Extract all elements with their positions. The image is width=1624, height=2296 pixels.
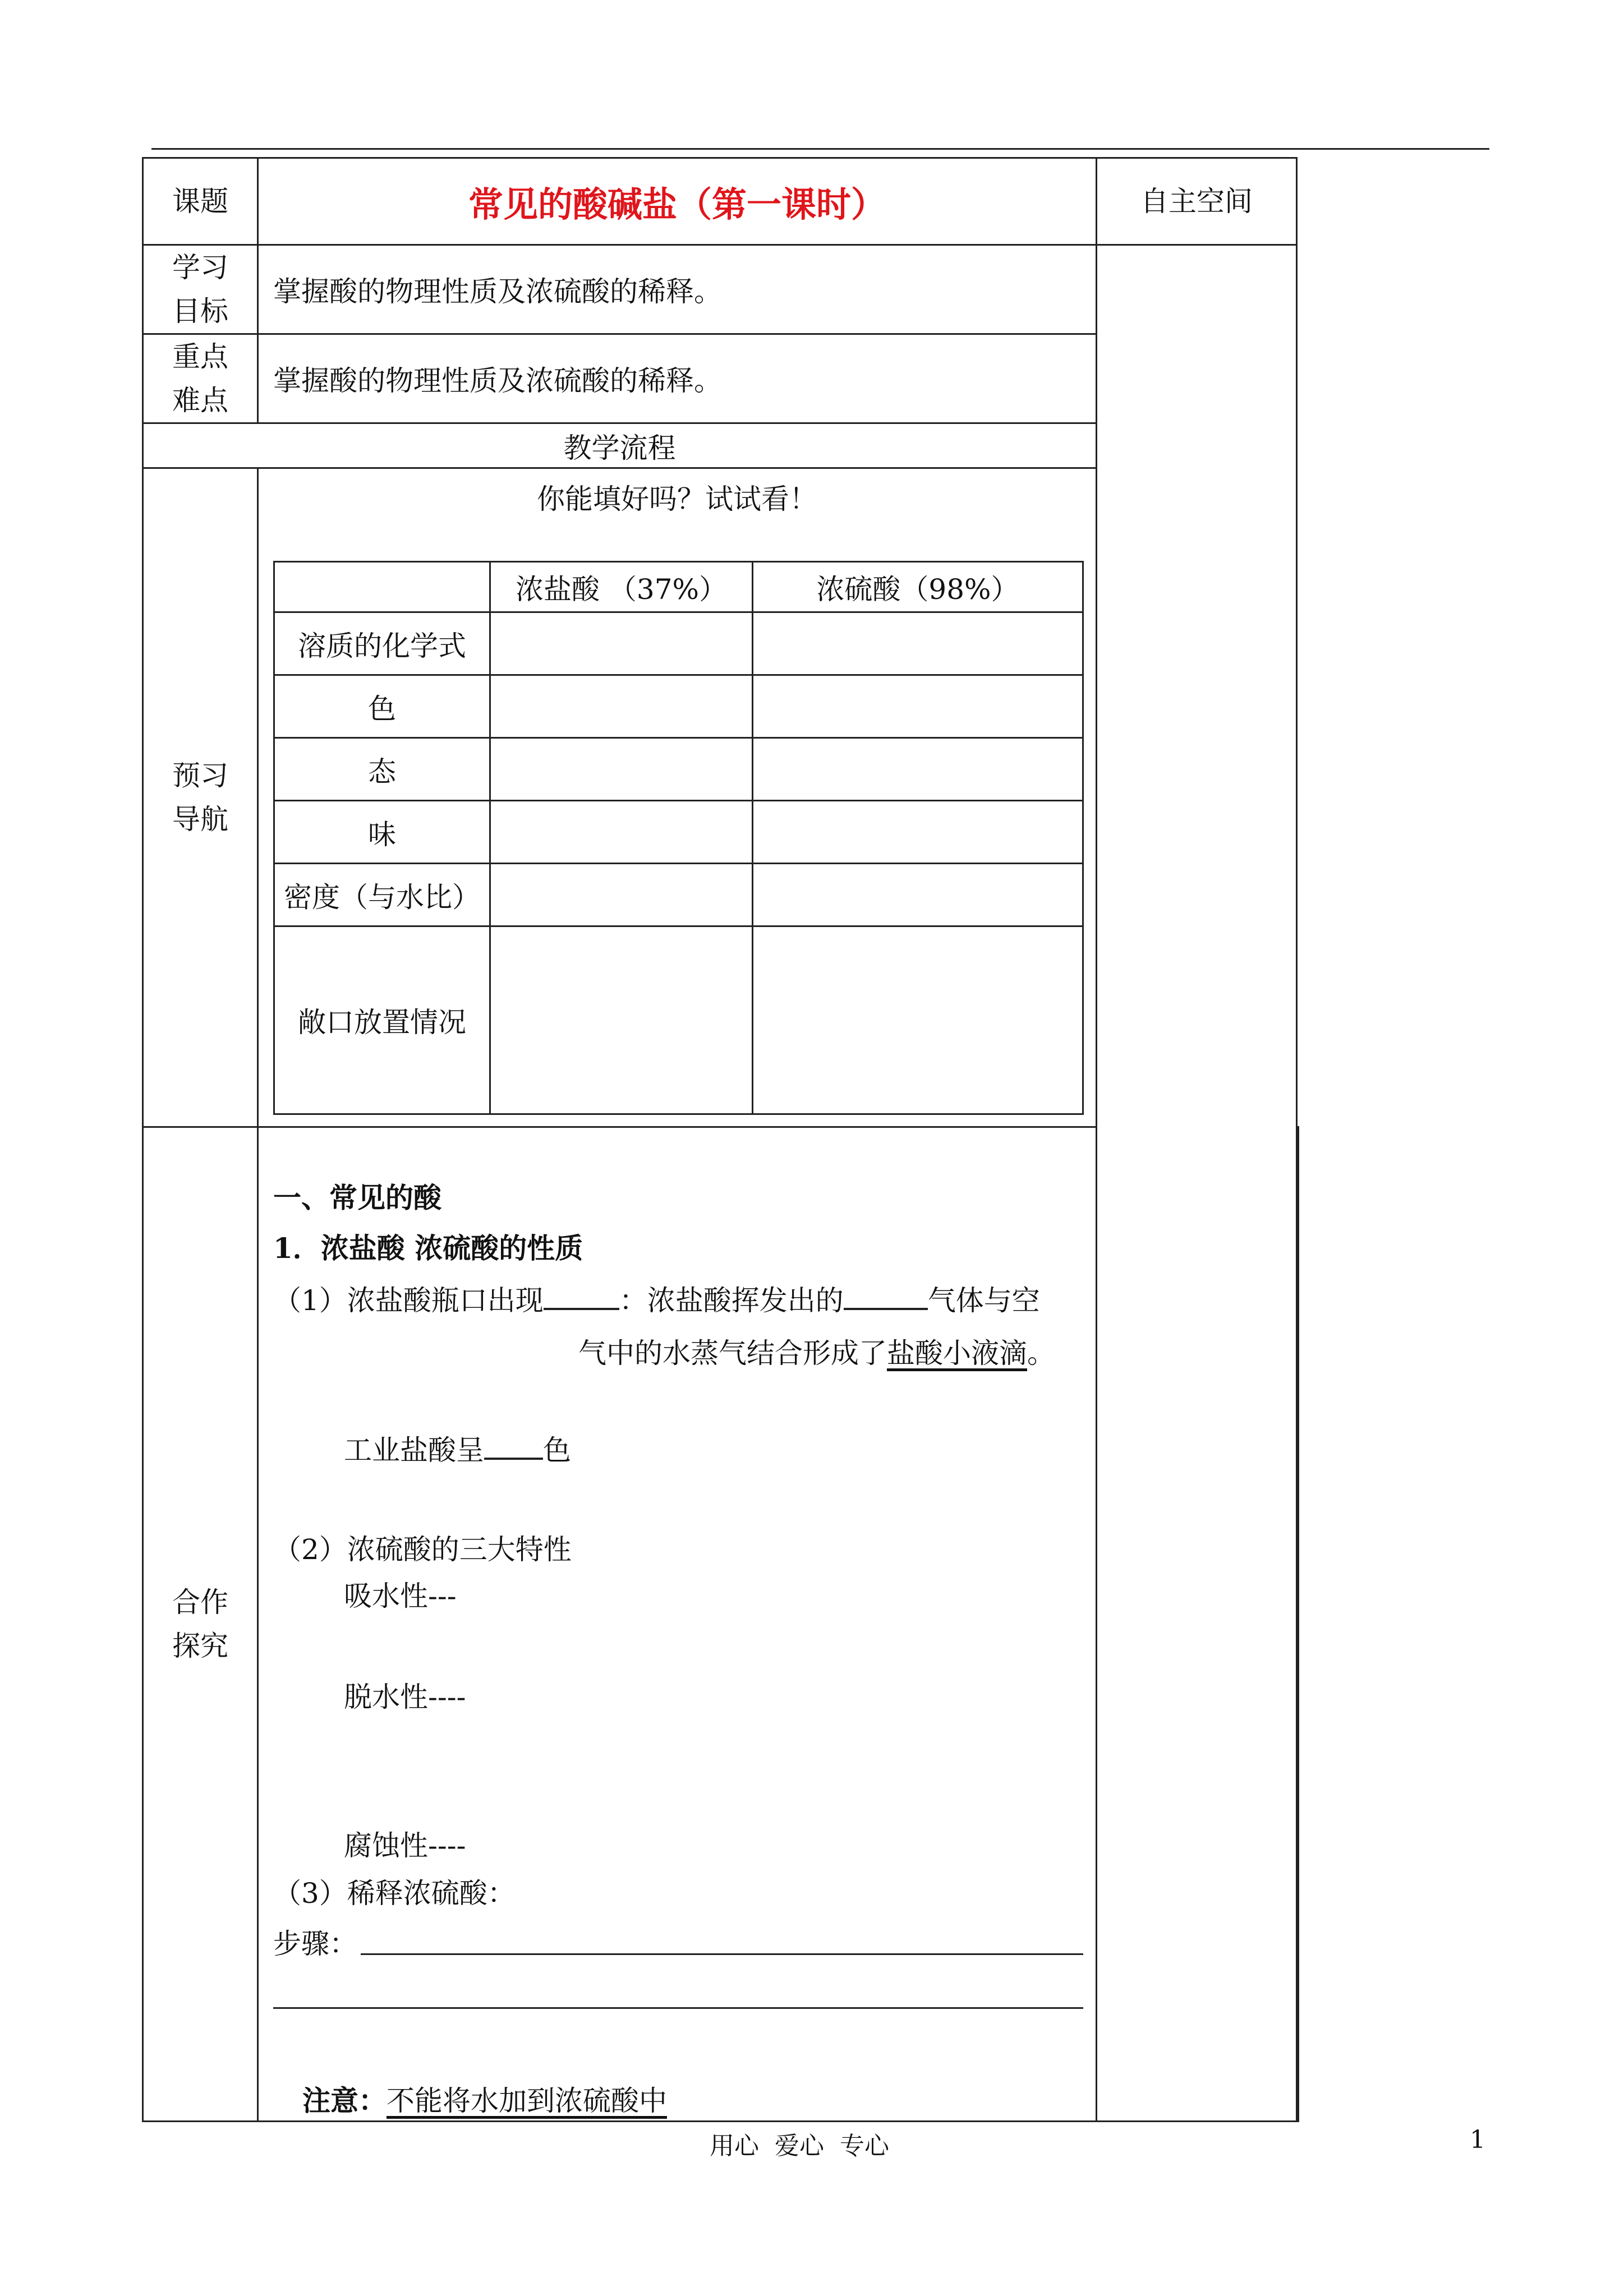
answer-cell[interactable] xyxy=(490,738,753,801)
side-space-lower xyxy=(1297,1127,1299,2122)
answer-cell[interactable] xyxy=(490,864,753,926)
item1-line1 xyxy=(273,1278,1040,1318)
goals-label xyxy=(143,245,258,334)
property-row xyxy=(274,612,1083,675)
property-row-label: 态 xyxy=(274,738,490,801)
lesson-plan-table xyxy=(142,157,1299,2122)
steps-answer-line[interactable] xyxy=(361,1953,1083,1955)
topic-label: 课题 xyxy=(143,158,258,245)
goals-label-line2: 目标 xyxy=(172,295,228,328)
property-row-label: 敞口放置情况 xyxy=(274,926,490,1114)
keypoints-label xyxy=(143,334,258,423)
title-row xyxy=(143,158,1299,245)
flow-title: 教学流程 xyxy=(143,423,1097,468)
item1-end: 。 xyxy=(1027,1337,1055,1370)
footer-motto: 用心 爱心 专心 xyxy=(710,2132,889,2160)
property-header-hcl: 浓盐酸 （37%） xyxy=(490,562,753,612)
answer-cell[interactable] xyxy=(753,864,1083,926)
industrial-text-a: 工业盐酸呈 xyxy=(344,1434,484,1467)
property-row xyxy=(274,675,1083,738)
property-row-label: 色 xyxy=(274,675,490,738)
answer-cell[interactable] xyxy=(753,738,1083,801)
preview-label xyxy=(143,468,258,1127)
answer-cell[interactable] xyxy=(753,675,1083,738)
property-row xyxy=(274,926,1083,1114)
keypoints-label-line1: 重点 xyxy=(172,340,228,373)
preview-label-line1: 预习 xyxy=(172,759,228,792)
section-title: 一、常见的酸 xyxy=(273,1181,441,1214)
preview-prompt: 你能填好吗？试试看！ xyxy=(537,483,817,515)
note-text: 不能将水加到浓硫酸中 xyxy=(387,2085,667,2117)
answer-cell[interactable] xyxy=(490,801,753,864)
answer-blank[interactable] xyxy=(544,1285,619,1310)
prop-absorb: 吸水性--- xyxy=(344,1580,457,1612)
note-label: 注意： xyxy=(302,2084,387,2117)
answer-cell[interactable] xyxy=(753,926,1083,1114)
property-row xyxy=(274,738,1083,801)
answer-cell[interactable] xyxy=(753,612,1083,675)
property-row-label: 密度（与水比） xyxy=(274,864,490,926)
item1-text-c: 气体与空 xyxy=(927,1284,1040,1317)
prop-dehydrate: 脱水性---- xyxy=(344,1681,466,1713)
property-header-row xyxy=(274,562,1083,612)
answer-cell[interactable] xyxy=(490,612,753,675)
industrial-line xyxy=(344,1428,571,1468)
steps-label: 步骤： xyxy=(273,1928,357,1960)
header-rule xyxy=(151,148,1489,150)
sub-title: 1．浓盐酸 浓硫酸的性质 xyxy=(273,1232,583,1265)
page-title: 常见的酸碱盐（第一课时） xyxy=(258,158,1097,245)
note-line xyxy=(302,2078,667,2119)
answer-cell[interactable] xyxy=(753,801,1083,864)
answer-cell[interactable] xyxy=(490,926,753,1114)
item1-text-b: ：浓盐酸挥发出的 xyxy=(619,1284,844,1317)
item3: （3）稀释浓硫酸： xyxy=(273,1877,516,1910)
prop-corrode: 腐蚀性---- xyxy=(344,1829,466,1862)
property-row-label: 味 xyxy=(274,801,490,864)
explore-label-line2: 探究 xyxy=(172,1630,228,1662)
property-row-label: 溶质的化学式 xyxy=(274,612,490,675)
steps-answer-line[interactable] xyxy=(273,2007,1083,2009)
property-header-blank xyxy=(274,562,490,612)
answer-cell[interactable] xyxy=(490,675,753,738)
item1-line2 xyxy=(578,1331,1055,1371)
preview-label-line2: 导航 xyxy=(172,803,228,836)
page-number: 1 xyxy=(1470,2126,1485,2154)
property-row xyxy=(274,801,1083,864)
item1-underlined: 盐酸小液滴 xyxy=(887,1337,1027,1370)
item2: （2）浓硫酸的三大特性 xyxy=(273,1533,572,1566)
answer-blank[interactable] xyxy=(844,1285,928,1310)
goals-row xyxy=(143,245,1299,334)
explore-label xyxy=(143,1127,258,2122)
explore-cell xyxy=(258,1127,1097,2122)
explore-label-line1: 合作 xyxy=(172,1586,228,1619)
property-row xyxy=(274,864,1083,926)
property-header-h2so4: 浓硫酸（98%） xyxy=(753,562,1083,612)
side-space-label: 自主空间 xyxy=(1097,158,1297,245)
side-space xyxy=(1097,245,1297,2122)
item1-text-a: （1）浓盐酸瓶口出现 xyxy=(273,1284,544,1317)
industrial-text-b: 色 xyxy=(543,1434,571,1467)
property-table xyxy=(273,561,1084,1115)
preview-cell xyxy=(258,468,1097,1127)
keypoints-label-line2: 难点 xyxy=(172,384,228,417)
item1-text-d: 气中的水蒸气结合形成了 xyxy=(578,1337,887,1370)
goals-label-line1: 学习 xyxy=(172,251,228,284)
answer-blank[interactable] xyxy=(484,1435,543,1460)
keypoints-text: 掌握酸的物理性质及浓硫酸的稀释。 xyxy=(258,334,1097,423)
goals-text: 掌握酸的物理性质及浓硫酸的稀释。 xyxy=(258,245,1097,334)
